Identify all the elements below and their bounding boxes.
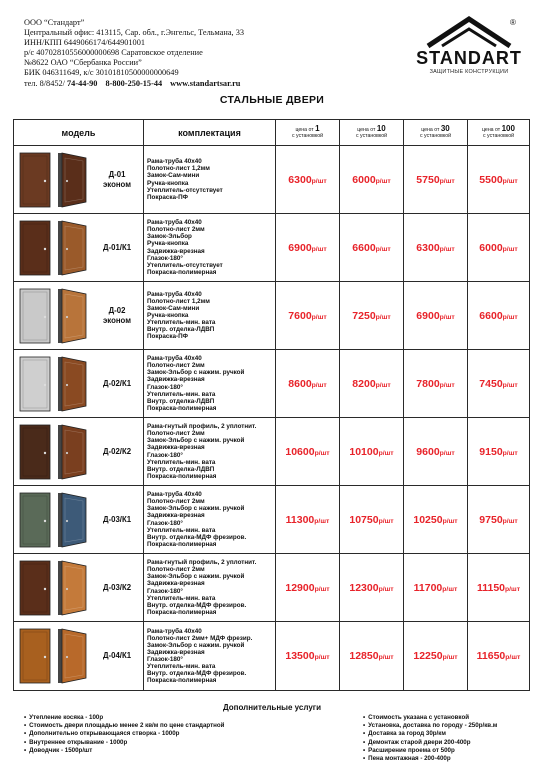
price-cell	[276, 350, 340, 418]
price-value: 7800	[416, 377, 440, 390]
model-name: Д-04/К1	[102, 651, 132, 660]
price-value: 7450	[479, 377, 503, 390]
table-row	[14, 282, 530, 350]
service-item: • Установка, доставка по городу - 250р/кв.м	[363, 722, 497, 730]
model-name: Д-01/К1	[102, 242, 132, 252]
price-value: 10250	[413, 513, 443, 526]
header-price-qty: 30	[440, 124, 450, 133]
price-value: 9150	[479, 445, 503, 458]
spec-cell: Рама-труба 40х40 Полотно-лист 2мм+ МДФ фрезир. Замок-Эльбор с нажим. ручкой Задвижка-врезная Глазок-180° Утеплитель-мин. вата Внутр. отделка-МДФ фрезиров. Покраска-полимерная	[144, 622, 276, 691]
header-price-suffix: с установкой	[483, 133, 514, 139]
price-cell	[276, 622, 340, 691]
price-unit: р/шт	[378, 517, 394, 525]
page-title: СТАЛЬНЫЕ ДВЕРИ	[219, 94, 325, 106]
services-list-left	[24, 714, 224, 755]
model-name: Д-02/К1	[102, 378, 132, 388]
spec-cell: Рама-труба 40х40 Полотно-лист 2мм Замок-Эльбор Ручка-кнопка Задвижка-врезная Глазок-180° Утеплитель-отсутствует Покраска-полимерная	[144, 214, 276, 282]
table-row	[14, 486, 530, 554]
price-unit: р/шт	[378, 654, 394, 661]
header-price-10	[340, 120, 404, 146]
price-unit: р/шт	[375, 381, 391, 389]
price-cell	[340, 214, 404, 282]
price-value: 7600	[288, 309, 312, 322]
price-cell	[340, 418, 404, 486]
price-cell	[468, 350, 530, 418]
price-cell	[340, 622, 404, 691]
header-price-suffix: с установкой	[420, 133, 451, 139]
price-cell	[404, 350, 468, 418]
header-price-30	[404, 120, 468, 146]
header-price-suffix: с установкой	[292, 133, 323, 139]
door-photo	[18, 423, 92, 481]
header-price-100	[468, 120, 530, 146]
price-unit: р/шт	[311, 177, 327, 185]
door-photo	[18, 559, 92, 617]
price-cell	[340, 146, 404, 214]
services-list-right	[363, 714, 497, 763]
company-contacts	[24, 79, 404, 89]
price-value: 6900	[416, 309, 440, 322]
price-cell	[468, 418, 530, 486]
table-row	[14, 214, 530, 282]
price-value: 11700	[413, 581, 443, 594]
company-office: Центральный офис: 413115, Сар. обл., г.Энгельс, Тельмана, 33	[24, 28, 244, 38]
model-cell	[14, 350, 144, 418]
company-bank: №8622 ОАО “Сбербанка России”	[24, 58, 142, 68]
header-price-qty: 1	[315, 124, 320, 133]
door-image	[18, 559, 92, 617]
price-cell	[468, 146, 530, 214]
price-value: 6000	[352, 173, 376, 186]
price-unit: р/шт	[314, 654, 330, 661]
price-value: 12300	[349, 581, 379, 594]
header-price-qty: 10	[376, 124, 386, 133]
company-account: р/с 40702810556000000698 Саратовское отделение	[24, 48, 203, 58]
header-kit: комплектация	[144, 120, 276, 146]
door-photo	[18, 491, 92, 549]
service-item: • Расширение проема от 500р	[363, 747, 497, 755]
price-unit: р/шт	[502, 177, 518, 185]
spec-cell: Рама-труба 40х40 Полотно-лист 1,2мм Замок-Сам-мини Ручка-кнопка Утеплитель-мин. вата Внутр. отделка-ЛДВП Покраска-ПФ	[144, 282, 276, 350]
price-table	[13, 119, 530, 691]
services-title: Дополнительные услуги	[222, 703, 322, 712]
price-unit: р/шт	[502, 313, 518, 321]
price-unit: р/шт	[502, 517, 518, 525]
price-unit: р/шт	[375, 313, 391, 321]
door-photo	[18, 287, 92, 345]
service-item: • Доставка за город 30р/км	[363, 730, 497, 738]
door-photo	[18, 219, 92, 277]
spec-cell: Рама-гнутый профиль, 2 уплотнит. Полотно-лист 2мм Замок-Эльбор с нажим. ручкой Задвижка-врезная Глазок-180° Утеплитель-мин. вата Внутр. отделка-МДФ фрезиров. Покраска-полимерная	[144, 554, 276, 622]
price-value: 9600	[416, 445, 440, 458]
spec-cell: Рама-труба 40х40 Полотно-лист 2мм Замок-Эльбор с нажим. ручкой Задвижка-врезная Глазок-180° Утеплитель-мин. вата Внутр. отделка-МДФ фрезиров. Покраска-полимерная	[144, 486, 276, 554]
price-value: 5500	[479, 173, 503, 186]
price-value: 6300	[416, 241, 440, 254]
door-image	[18, 627, 92, 685]
table-header-row	[14, 120, 530, 146]
price-value: 8200	[352, 377, 376, 390]
model-cell	[14, 486, 144, 554]
phone-free: 8-800-250-15-44	[105, 78, 163, 88]
door-photo	[18, 355, 92, 413]
price-unit: р/шт	[314, 449, 330, 457]
company-bik: БИК 046311649, к/с 30101810500000000649	[24, 68, 179, 78]
price-unit: р/шт	[505, 654, 521, 661]
price-unit: р/шт	[311, 313, 327, 321]
table-row	[14, 554, 530, 622]
price-unit: р/шт	[442, 585, 458, 593]
price-unit: р/шт	[314, 517, 330, 525]
model-name: Д-03/К2	[102, 582, 132, 592]
header-model: модель	[14, 120, 144, 146]
price-cell	[404, 282, 468, 350]
service-item: • Стоимость двери площадью менее 2 кв/м по цене стандартной	[24, 722, 224, 730]
price-unit: р/шт	[442, 654, 458, 661]
door-image	[18, 151, 92, 209]
price-value: 6300	[288, 173, 312, 186]
price-cell	[468, 214, 530, 282]
header-price-qty: 100	[501, 124, 515, 133]
door-image	[18, 287, 92, 345]
price-cell	[276, 418, 340, 486]
header-price-prefix: цена от	[295, 127, 314, 133]
service-item: • Утепление косяка - 100р	[24, 714, 224, 722]
price-cell	[404, 622, 468, 691]
table-row	[14, 622, 530, 691]
door-photo	[18, 627, 92, 685]
price-value: 11300	[285, 513, 315, 526]
price-value: 10600	[285, 445, 315, 458]
model-name: Д-02 эконом	[102, 305, 131, 325]
company-name: ООО “Стандарт”	[24, 18, 85, 27]
door-image	[18, 491, 92, 549]
price-unit: р/шт	[442, 517, 458, 525]
price-value: 9750	[479, 513, 503, 526]
price-cell	[276, 214, 340, 282]
table-row	[14, 418, 530, 486]
price-cell	[468, 554, 530, 622]
price-unit: р/шт	[502, 381, 518, 389]
price-cell	[276, 282, 340, 350]
model-cell	[14, 282, 144, 350]
price-value: 13500	[285, 650, 315, 662]
registered-mark: ®	[510, 18, 516, 27]
price-unit: р/шт	[439, 245, 455, 253]
price-unit: р/шт	[311, 381, 327, 389]
company-logo	[414, 14, 524, 76]
price-value: 11150	[476, 581, 505, 594]
price-value: 12850	[349, 650, 379, 662]
model-cell	[14, 622, 144, 691]
spec-cell: Рама-гнутый профиль, 2 уплотнит. Полотно-лист 2мм Замок-Эльбор с нажим. ручкой Задвижка-врезная Глазок-180° Утеплитель-мин. вата Внутр. отделка-ЛДВП Покраска-полимерная	[144, 418, 276, 486]
price-value: 11650	[476, 650, 506, 662]
header-price-prefix: цена от	[421, 127, 440, 133]
company-details	[24, 18, 404, 89]
price-value: 10100	[349, 445, 379, 458]
price-cell	[468, 282, 530, 350]
price-cell	[404, 146, 468, 214]
service-item: • Дополнительно открывающаяся створка - 1000р	[24, 730, 224, 738]
price-value: 10750	[349, 513, 379, 526]
price-unit: р/шт	[314, 585, 330, 593]
model-cell	[14, 214, 144, 282]
price-value: 12900	[285, 581, 315, 594]
spec-cell: Рама-труба 40х40 Полотно-лист 2мм Замок-Эльбор с нажим. ручкой Задвижка-врезная Глазок-180° Утеплитель-мин. вата Внутр. отделка-ЛДВП Покраска-полимерная	[144, 350, 276, 418]
price-cell	[276, 554, 340, 622]
price-value: 6000	[479, 241, 503, 254]
price-value: 12250	[413, 650, 443, 662]
price-unit: р/шт	[439, 449, 455, 457]
price-unit: р/шт	[505, 585, 521, 593]
price-cell	[340, 486, 404, 554]
model-name: Д-01 эконом	[102, 169, 131, 189]
price-value: 8600	[288, 377, 312, 390]
header-price-suffix: с установкой	[356, 133, 387, 139]
phone-prefix: тел. 8/8452/	[24, 78, 65, 88]
price-cell	[340, 350, 404, 418]
door-photo	[18, 151, 92, 209]
price-cell	[340, 282, 404, 350]
price-cell	[340, 554, 404, 622]
price-unit: р/шт	[375, 177, 391, 185]
header-price-prefix: цена от	[357, 127, 376, 133]
model-cell	[14, 418, 144, 486]
model-name: Д-02/К2	[102, 446, 132, 456]
website-link[interactable]: www.standartsar.ru	[170, 78, 241, 88]
logo-tagline: ЗАЩИТНЫЕ КОНСТРУКЦИИ	[429, 69, 509, 75]
price-unit: р/шт	[311, 245, 327, 253]
price-unit: р/шт	[502, 245, 518, 253]
header-price-1	[276, 120, 340, 146]
table-row	[14, 350, 530, 418]
price-cell	[468, 486, 530, 554]
service-item: • Внутреннее открывание - 1000р	[24, 739, 224, 747]
model-cell	[14, 146, 144, 214]
door-image	[18, 219, 92, 277]
door-image	[18, 423, 92, 481]
service-item: • Доводчик - 1500р/шт	[24, 747, 224, 755]
price-unit: р/шт	[502, 449, 518, 457]
price-unit: р/шт	[439, 381, 455, 389]
price-unit: р/шт	[378, 449, 394, 457]
roof-logo-icon	[414, 14, 524, 50]
logo-brand: STANDART	[416, 48, 522, 68]
phone-local: 74-44-90	[67, 78, 98, 88]
price-value: 5750	[416, 173, 440, 186]
price-cell	[404, 554, 468, 622]
price-cell	[404, 486, 468, 554]
price-unit: р/шт	[375, 245, 391, 253]
table-row	[14, 146, 530, 214]
price-value: 7250	[352, 309, 376, 322]
header-price-prefix: цена от	[482, 127, 501, 133]
price-cell	[276, 486, 340, 554]
price-value: 6600	[352, 241, 376, 254]
service-item: • Стоимость указана с установкой	[363, 714, 497, 722]
price-cell	[404, 418, 468, 486]
price-unit: р/шт	[439, 177, 455, 185]
price-cell	[468, 622, 530, 691]
price-unit: р/шт	[378, 585, 394, 593]
spec-cell: Рама-труба 40х40 Полотно-лист 1,2мм Замок-Сам-мини Ручка-кнопка Утеплитель-отсутствует Покраска-ПФ	[144, 146, 276, 214]
service-item: • Демонтаж старой двери 200-400р	[363, 739, 497, 747]
price-value: 6900	[288, 241, 312, 254]
price-cell	[276, 146, 340, 214]
door-image	[18, 355, 92, 413]
service-item: • Пена монтажная - 200-400р	[363, 755, 497, 763]
model-cell	[14, 554, 144, 622]
model-name: Д-03/К1	[102, 514, 132, 524]
price-unit: р/шт	[439, 313, 455, 321]
price-value: 6600	[479, 309, 503, 322]
price-cell	[404, 214, 468, 282]
company-inn: ИНН/КПП 6449066174/644901001	[24, 38, 145, 48]
